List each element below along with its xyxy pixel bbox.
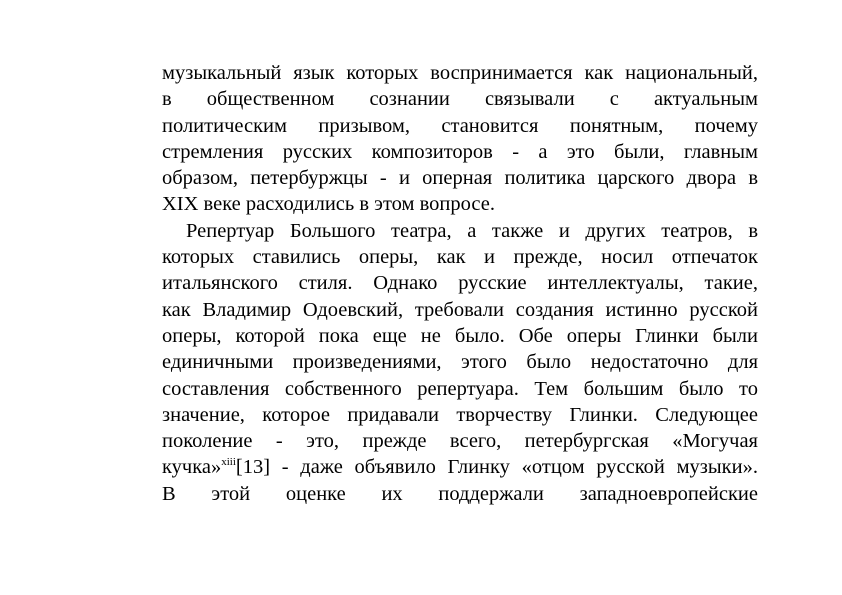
paragraph-1	[162, 60, 758, 218]
text-line: которых ставились оперы, как и прежде, носил отпечаток	[162, 246, 758, 269]
text-line: значение, которое придавали творчеству Глинки. Следующее	[162, 403, 758, 426]
text-line: единичными произведениями, этого было недостаточно для	[162, 351, 758, 374]
text-line: в общественном сознании связывали с актуальным	[162, 88, 758, 111]
text-line: музыкальный язык которых воспринимается как национальный,	[162, 62, 758, 84]
text-line: В этой оценке их поддержали западноевропейские	[162, 482, 758, 505]
text-line: составления собственного репертуара. Тем большим было то	[162, 377, 758, 400]
text-line: XIX веке расходились в этом вопросе.	[162, 193, 495, 216]
text-line: как Владимир Одоевский, требовали создания истинно русской	[162, 298, 758, 321]
text-line: образом, петербуржцы - и оперная политика царского двора в	[162, 167, 758, 190]
text-line: поколение - это, прежде всего, петербургская «Могучая	[162, 430, 758, 453]
body-text	[162, 60, 758, 507]
text-line: итальянского стиля. Однако русские интеллектуалы, такие,	[162, 272, 758, 295]
text-fragment: кучка»	[162, 456, 222, 479]
text-line: Репертуар Большого театра, а также и других театров, в	[186, 219, 758, 242]
paragraph-2	[162, 218, 758, 507]
text-line: оперы, которой пока еще не было. Обе оперы Глинки были	[162, 324, 758, 347]
text-line: стремления русских композиторов - а это были, главным	[162, 140, 758, 163]
text-fragment: [13] - даже объявило Глинку «отцом русской музыки».	[235, 456, 758, 479]
footnote-reference[interactable]: xiii	[221, 456, 236, 469]
footnote-text-line	[162, 454, 758, 480]
text-line: политическим призывом, становится понятным, почему	[162, 114, 758, 137]
